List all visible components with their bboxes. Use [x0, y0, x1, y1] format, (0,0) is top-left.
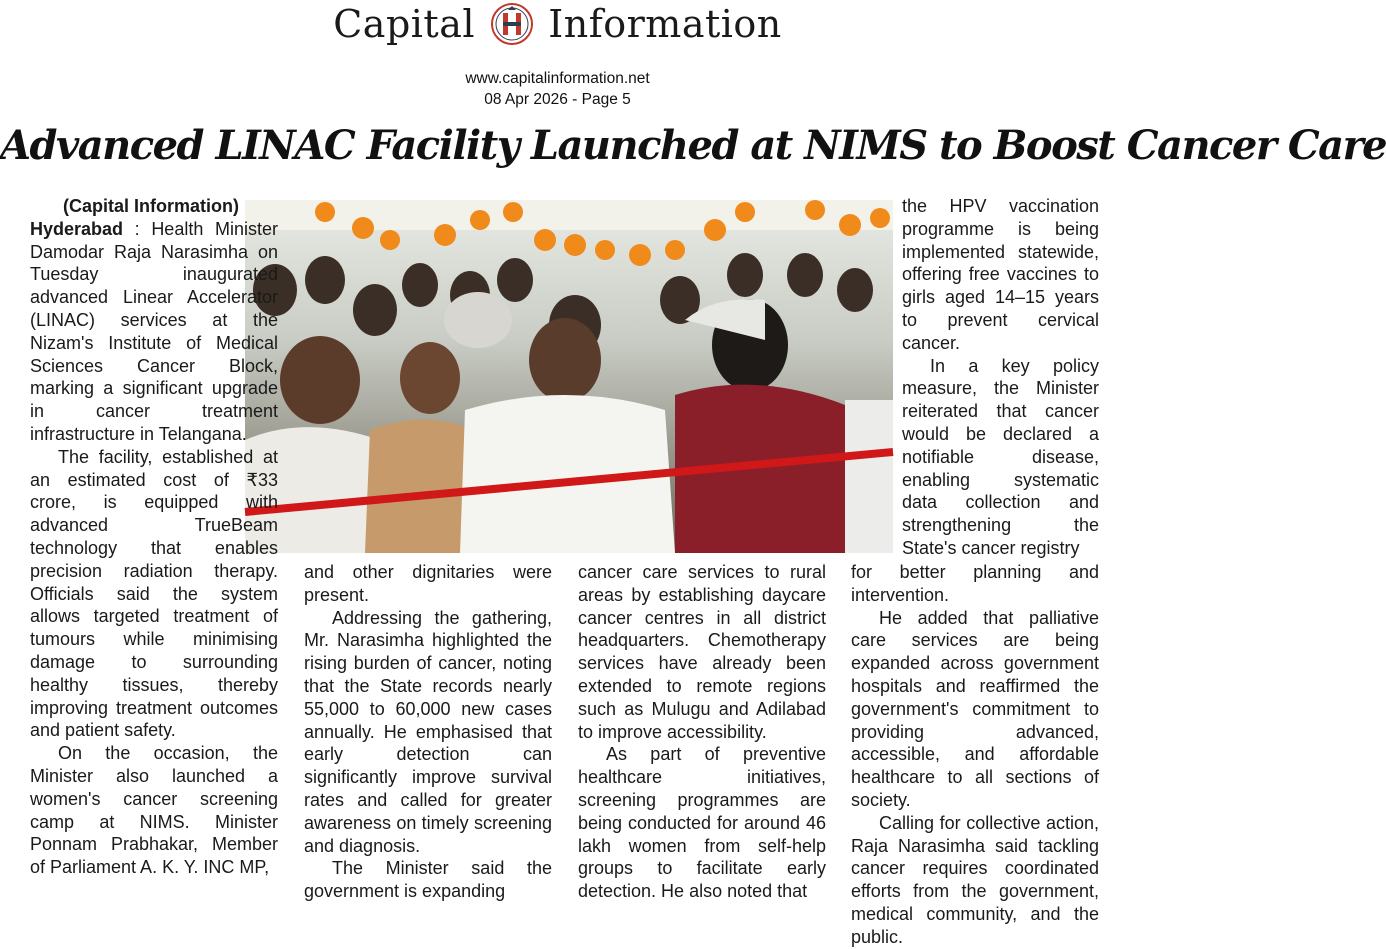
col1-paragraph-1: Health Minister Damodar Raja Narasimha on Tuesday inaugurated advanced Linear Accelerator (LINAC) services at the Nizam's Institute of Medical Sciences Cancer Block, marking a significant upgrade in cancer treatment infrastructure in Telangana. — [30, 218, 278, 444]
col3-paragraph-1: cancer care services to rural areas by establishing daycare cancer centres in all district headquarters. Chemotherapy services have already been extended to remote regions such as Mulugu and Adilabad to improve accessibility. — [578, 562, 826, 742]
col4-paragraph-4: Calling for collective action, Raja Narasimha said tackling cancer requires coordinated efforts from the government, medical community, and the public. — [851, 812, 1099, 947]
col1-paragraph-2: The facility, established at an estimated cost of ₹33 crore, is equipped with advanced TrueBeam technology that enables precision radiation therapy. Officials said the system allows targeted treatment of tumours while minimising damage to surrounding healthy tissues, thereby improving treatment outcomes and patient safety. — [30, 446, 278, 741]
ribbon-cutting-photo — [245, 200, 893, 553]
masthead — [0, 0, 1115, 120]
col1-paragraph-3: On the occasion, the Minister also launched a women's cancer screening camp at NIMS. Minister Ponnam Prabhakar, Member of Parliament A. K. Y. INC MP, — [30, 743, 278, 878]
newspaper-name-left: Capital — [333, 2, 476, 46]
source-credit: (Capital Information) — [63, 196, 239, 216]
col2-paragraph-2: Addressing the gathering, Mr. Narasimha highlighted the rising burden of cancer, noting that the State records nearly 55,000 to 60,000 new cases annually. He emphasised that early detection can significantly improve survival rates and called for greater awareness on timely screening and diagnosis. — [304, 607, 552, 856]
issue-date-page: 08 Apr 2026 - Page 5 — [484, 91, 631, 108]
col4-paragraph-3: He added that palliative care services are being expanded across government hospitals and reaffirmed the government's commitment to providing advanced, accessible, and affordable healthcare to all sections of society. — [851, 607, 1099, 810]
article-column-4-bottom — [851, 561, 1099, 949]
article-column-1 — [30, 195, 278, 879]
newspaper-name — [0, 2, 1115, 46]
article-column-3 — [578, 561, 826, 903]
website-url: www.capitalinformation.net — [465, 70, 650, 87]
newspaper-name-right: Information — [548, 2, 782, 46]
article-column-4-top — [902, 195, 1099, 560]
col4-paragraph-2-rest: for better planning and intervention. — [851, 562, 1099, 605]
dateline-city: Hyderabad — [30, 218, 124, 239]
dateline-separator: : — [123, 218, 152, 239]
col2-paragraph-1: and other dignitaries were present. — [304, 562, 552, 605]
article-column-2 — [304, 561, 552, 903]
ci-monogram-icon — [490, 2, 534, 46]
col4-paragraph-2-top: In a key policy measure, the Minister reiterated that cancer would be declared a notifiable disease, enabling systematic data collection and strengthening the State's cancer registry — [902, 355, 1099, 558]
col2-paragraph-3: The Minister said the government is expanding — [304, 858, 552, 902]
col4-paragraph-1: the HPV vaccination programme is being implemented statewide, offering free vaccines to girls aged 14–15 years to prevent cervical cancer. — [902, 196, 1099, 353]
col3-paragraph-2: As part of preventive healthcare initiatives, screening programmes are being conducted for around 46 lakh women from self-help groups to facilitate early detection. He also noted that — [578, 744, 826, 902]
article-headline: Advanced LINAC Facility Launched at NIMS to Boost Cancer Care — [0, 122, 1386, 169]
